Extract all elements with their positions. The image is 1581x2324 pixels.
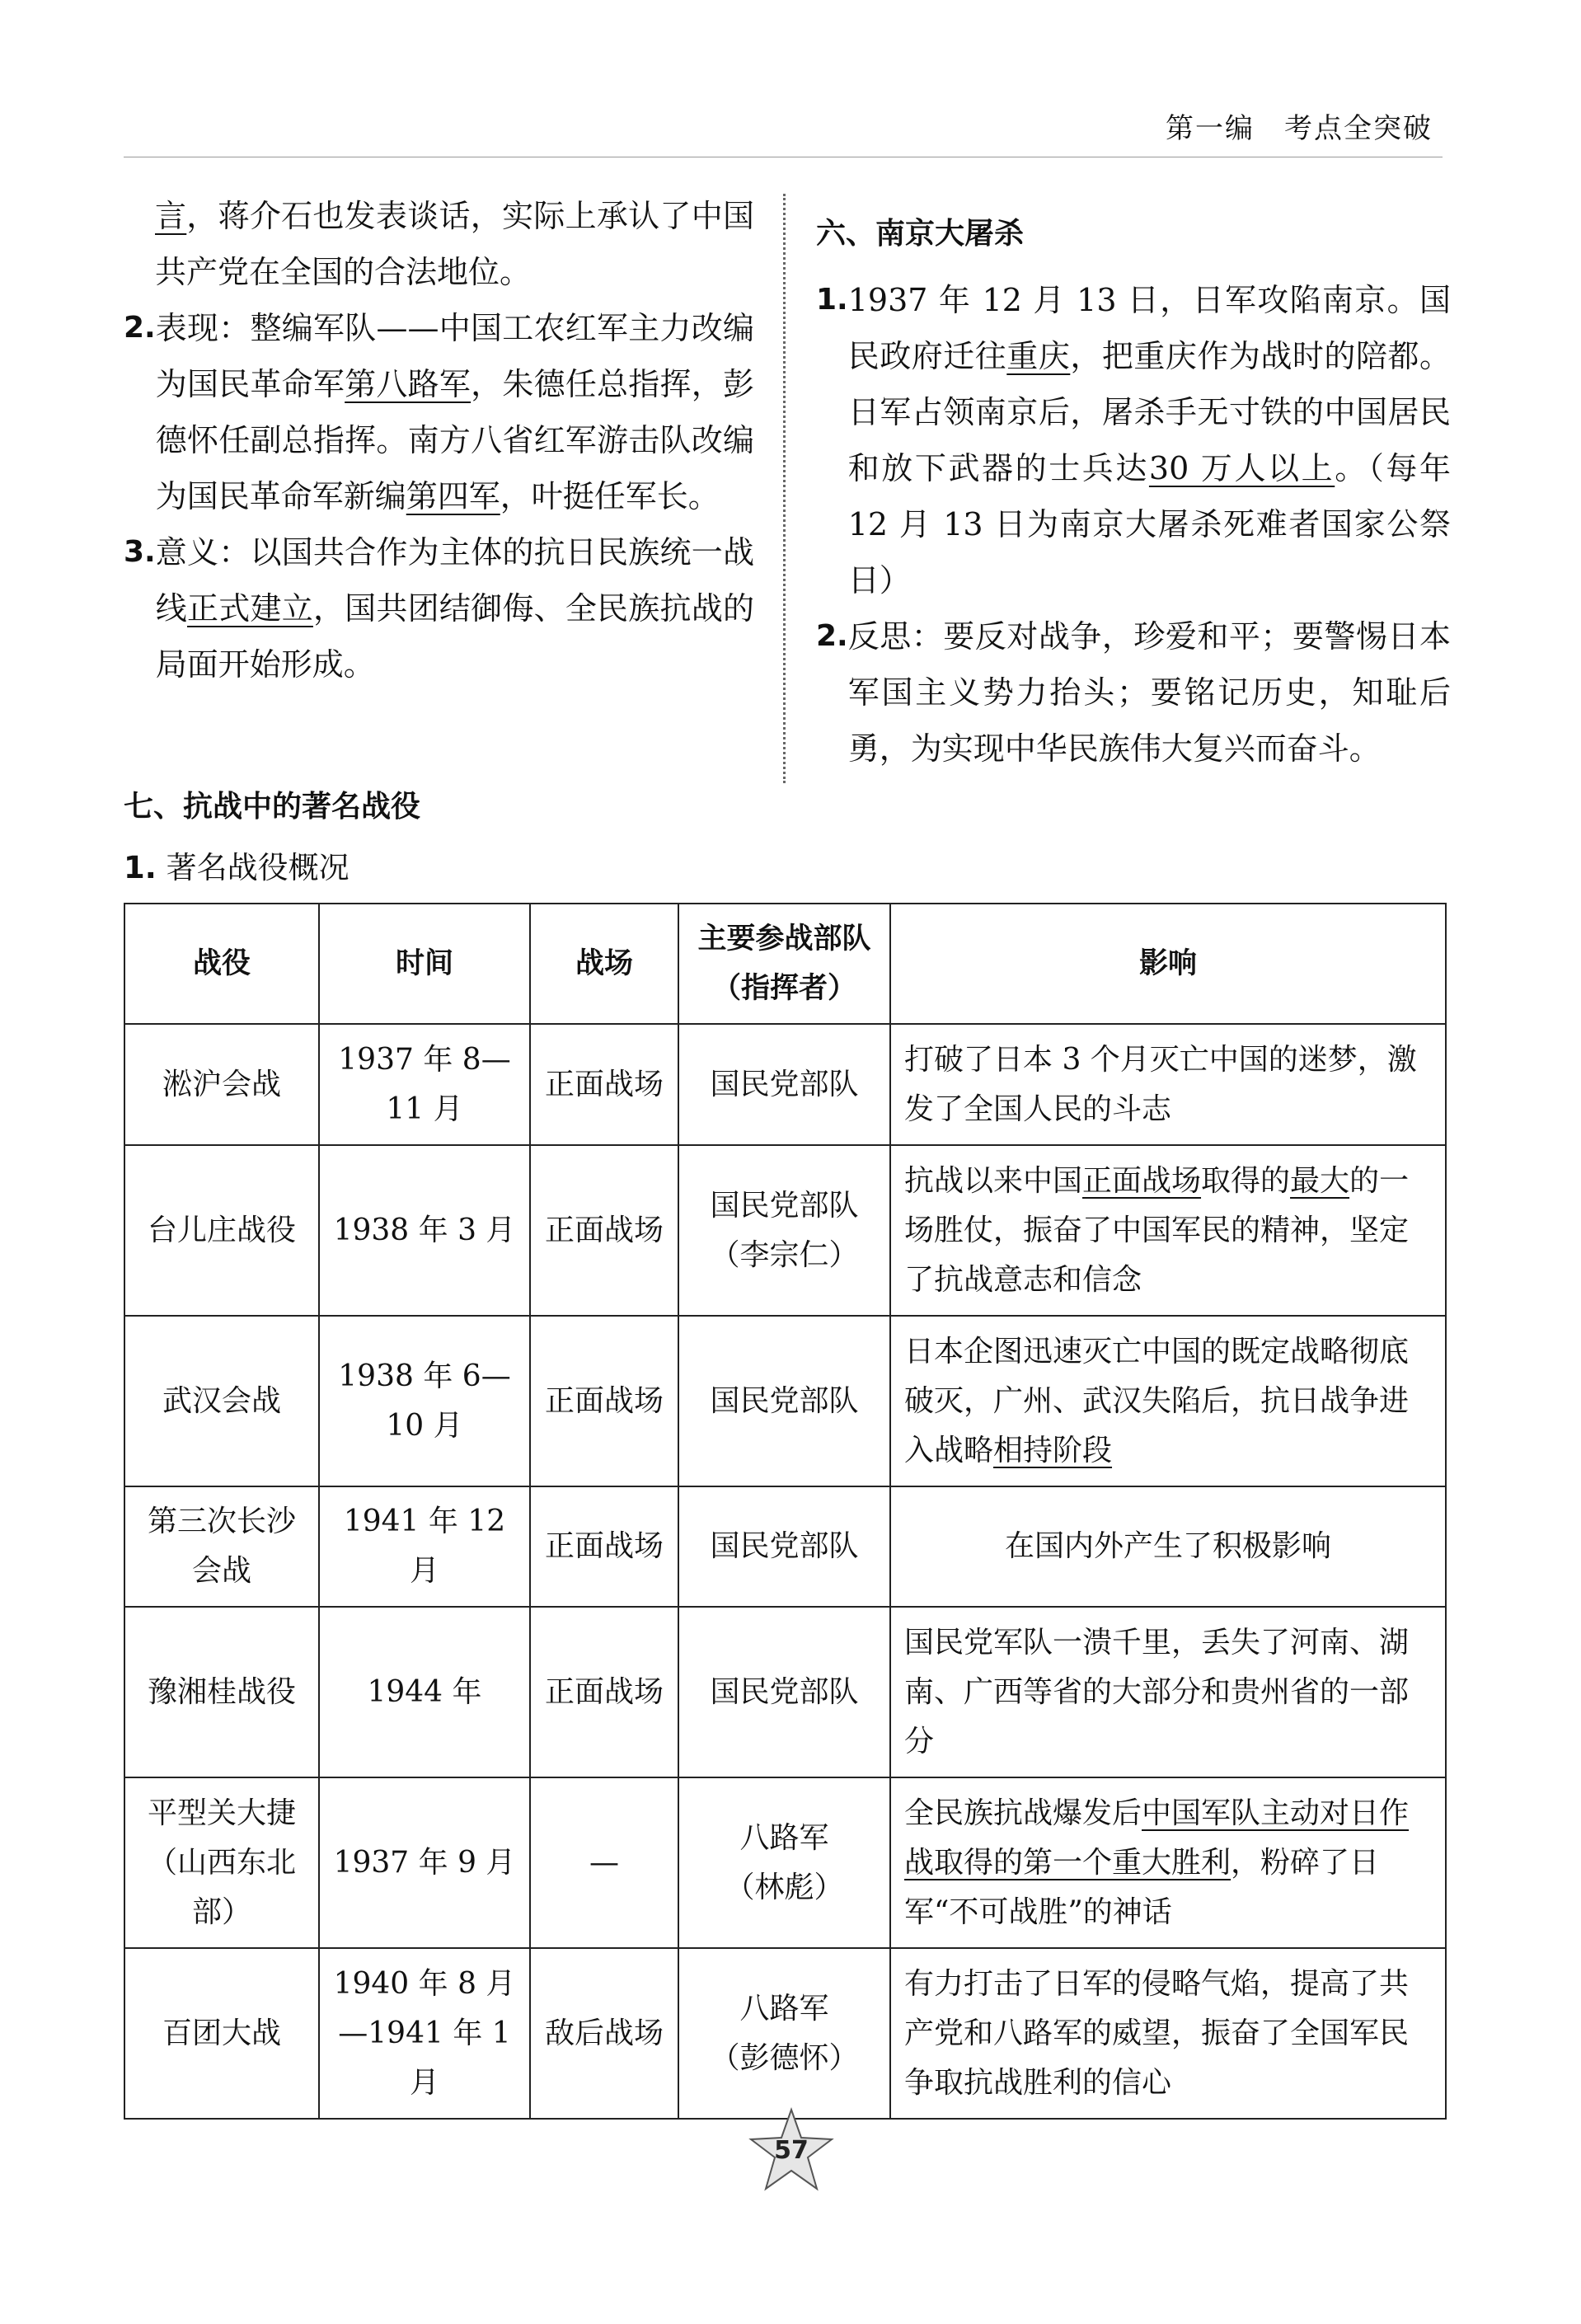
cell-impact: 国民党军队一溃千里，丢失了河南、湖南、广西等省的大部分和贵州省的一部分 — [890, 1607, 1446, 1777]
underlined-text: 中国军队主动对日作战取得的第一个重大胜利 — [904, 1796, 1410, 1880]
force-name: 国民党部队 — [710, 1188, 859, 1223]
paragraph-text: ，蒋介石也发表谈话，实际上承认了中国共产党在全国的合法地位。 — [155, 198, 754, 290]
subsection-text: 著名战役概况 — [166, 850, 350, 885]
table-row — [124, 1316, 1446, 1486]
text: ，把重庆作为战时的陪都。日军占领南京后，屠杀手无寸铁的中国居民和放下武器的士兵达 — [847, 338, 1451, 486]
header-battle: 战役 — [124, 904, 319, 1024]
battles-table — [124, 903, 1447, 2120]
underlined-text: 重庆 — [1006, 338, 1071, 374]
text: ，粉碎了日军“不可战胜”的神话 — [904, 1845, 1380, 1929]
cell-battle: 第三次长沙会战 — [124, 1486, 319, 1607]
item-body — [848, 272, 1451, 608]
underlined-text: 最大 — [1290, 1163, 1350, 1198]
text: 抗战以来中国 — [904, 1163, 1083, 1198]
cell-battle: 淞沪会战 — [124, 1024, 319, 1145]
table-row — [124, 1948, 1446, 2119]
cell-field: 正面战场 — [530, 1486, 678, 1607]
table-row — [124, 1486, 1446, 1607]
table-row — [124, 1145, 1446, 1316]
cell-field: 正面战场 — [530, 1316, 678, 1486]
force-name: 八路军 — [739, 1820, 829, 1855]
cell-field: 正面战场 — [530, 1607, 678, 1777]
text: 。（每年 12 月 13 日为南京大屠杀死难者国家公祭日） — [847, 450, 1451, 599]
underlined-text: 第四军 — [406, 478, 500, 514]
page-number-badge — [746, 2106, 837, 2197]
header-field: 战场 — [530, 904, 678, 1024]
cell-time: 1938 年 3 月 — [319, 1145, 530, 1316]
text: 意义：以国共合作为主体的抗日民族统一战线 — [155, 534, 754, 627]
subsection-number: 1. — [124, 850, 157, 885]
text: 取得的 — [1201, 1163, 1291, 1198]
text: 1937 年 12 月 13 日，日军攻陷南京。国民政府迁往 — [847, 282, 1451, 374]
column-divider — [783, 194, 786, 783]
cell-time: 1940 年 8 月—1941 年 1 月 — [319, 1948, 530, 2119]
page-number: 57 — [774, 2136, 809, 2165]
cell-impact: 有力打击了日军的侵略气焰，提高了共产党和八路军的威望，振奋了全国军民争取抗战胜利的信心 — [890, 1948, 1446, 2119]
text: ，叶挺任军长。 — [500, 478, 720, 514]
item-number: 3. — [124, 535, 156, 569]
item-body — [156, 524, 754, 693]
cell-impact — [890, 1777, 1446, 1948]
text: 表现：整编军队——中国工农红军主力改编为国民革命军 — [155, 310, 754, 402]
table-row — [124, 1607, 1446, 1777]
list-item — [124, 300, 754, 524]
cell-battle: 武汉会战 — [124, 1316, 319, 1486]
force-name: 八路军 — [739, 1991, 829, 2026]
section-title-nanjing: 六、南京大屠杀 — [816, 217, 1025, 251]
subsection-title — [124, 843, 350, 887]
cell-impact — [890, 1316, 1446, 1486]
cell-force: 国民党部队 — [678, 1486, 890, 1607]
cell-force — [678, 1777, 890, 1948]
force-commander: （彭德怀） — [710, 2040, 859, 2075]
underlined-text: 正式建立 — [186, 590, 313, 627]
cell-impact — [890, 1145, 1446, 1316]
cell-force: 国民党部队 — [678, 1316, 890, 1486]
cell-time: 1938 年 6—10 月 — [319, 1316, 530, 1486]
header-title: 考点全突破 — [1284, 112, 1433, 145]
list-item — [124, 524, 754, 693]
section-title-battles: 七、抗战中的著名战役 — [124, 790, 421, 824]
cell-time: 1937 年 9 月 — [319, 1777, 530, 1948]
text: 的一场胜仗，振奋了中国军民的精神，坚定了抗战意志和信念 — [904, 1163, 1410, 1297]
list-item — [816, 608, 1451, 777]
header-force — [678, 904, 890, 1024]
cell-force: 国民党部队 — [678, 1024, 890, 1145]
item-number: 1. — [816, 283, 848, 317]
cell-impact: 在国内外产生了积极影响 — [890, 1486, 1446, 1607]
cell-field: — — [530, 1777, 678, 1948]
underlined-text: 30 万人以上 — [1148, 450, 1335, 486]
header-force-line2: （指挥者） — [711, 972, 856, 1005]
header-time: 时间 — [319, 904, 530, 1024]
continuation-paragraph — [124, 188, 754, 300]
cell-time: 1944 年 — [319, 1607, 530, 1777]
cell-field: 敌后战场 — [530, 1948, 678, 2119]
table-row — [124, 1024, 1446, 1145]
cell-battle: 百团大战 — [124, 1948, 319, 2119]
cell-battle: 台儿庄战役 — [124, 1145, 319, 1316]
item-body — [156, 300, 754, 524]
cell-field: 正面战场 — [530, 1024, 678, 1145]
underlined-text: 第八路军 — [345, 366, 471, 402]
header-part: 第一编 — [1166, 112, 1255, 145]
cell-battle: 平型关大捷（山西东北部） — [124, 1777, 319, 1948]
header-impact: 影响 — [890, 904, 1446, 1024]
cell-force: 国民党部队 — [678, 1607, 890, 1777]
right-column — [816, 206, 1451, 777]
cell-field: 正面战场 — [530, 1145, 678, 1316]
cell-force — [678, 1948, 890, 2119]
underlined-text: 言 — [155, 198, 187, 234]
table-row — [124, 1777, 1446, 1948]
table-header-row — [124, 904, 1446, 1024]
item-number: 2. — [124, 311, 156, 345]
text: ，朱德任总指挥，彭德怀任副总指挥。南方八省红军游击队改编为国民革命军新编 — [155, 366, 754, 514]
cell-battle: 豫湘桂战役 — [124, 1607, 319, 1777]
force-commander: （李宗仁） — [710, 1237, 859, 1272]
left-column — [124, 188, 754, 693]
item-number: 2. — [816, 619, 848, 653]
cell-time: 1937 年 8—11 月 — [319, 1024, 530, 1145]
item-body: 反思：要反对战争，珍爱和平；要警惕日本军国主义势力抬头；要铭记历史，知耻后勇，为实现中华民族伟大复兴而奋斗。 — [847, 618, 1451, 767]
list-item — [816, 272, 1451, 608]
cell-impact: 打破了日本 3 个月灭亡中国的迷梦，激发了全国人民的斗志 — [890, 1024, 1446, 1145]
text: ，国共团结御侮、全民族抗战的局面开始形成。 — [155, 590, 754, 683]
cell-time: 1941 年 12 月 — [319, 1486, 530, 1607]
force-commander: （林彪） — [725, 1870, 844, 1904]
underlined-text: 相持阶段 — [993, 1433, 1113, 1467]
header-force-line1: 主要参战部队 — [697, 923, 871, 955]
cell-force — [678, 1145, 890, 1316]
underlined-text: 正面战场 — [1082, 1163, 1202, 1198]
page-header — [1136, 106, 1433, 146]
text: 全民族抗战爆发后 — [904, 1796, 1142, 1830]
text: 日本企图迅速灭亡中国的既定战略彻底破灭，广州、武汉失陷后，抗日战争进入战略 — [904, 1334, 1410, 1467]
